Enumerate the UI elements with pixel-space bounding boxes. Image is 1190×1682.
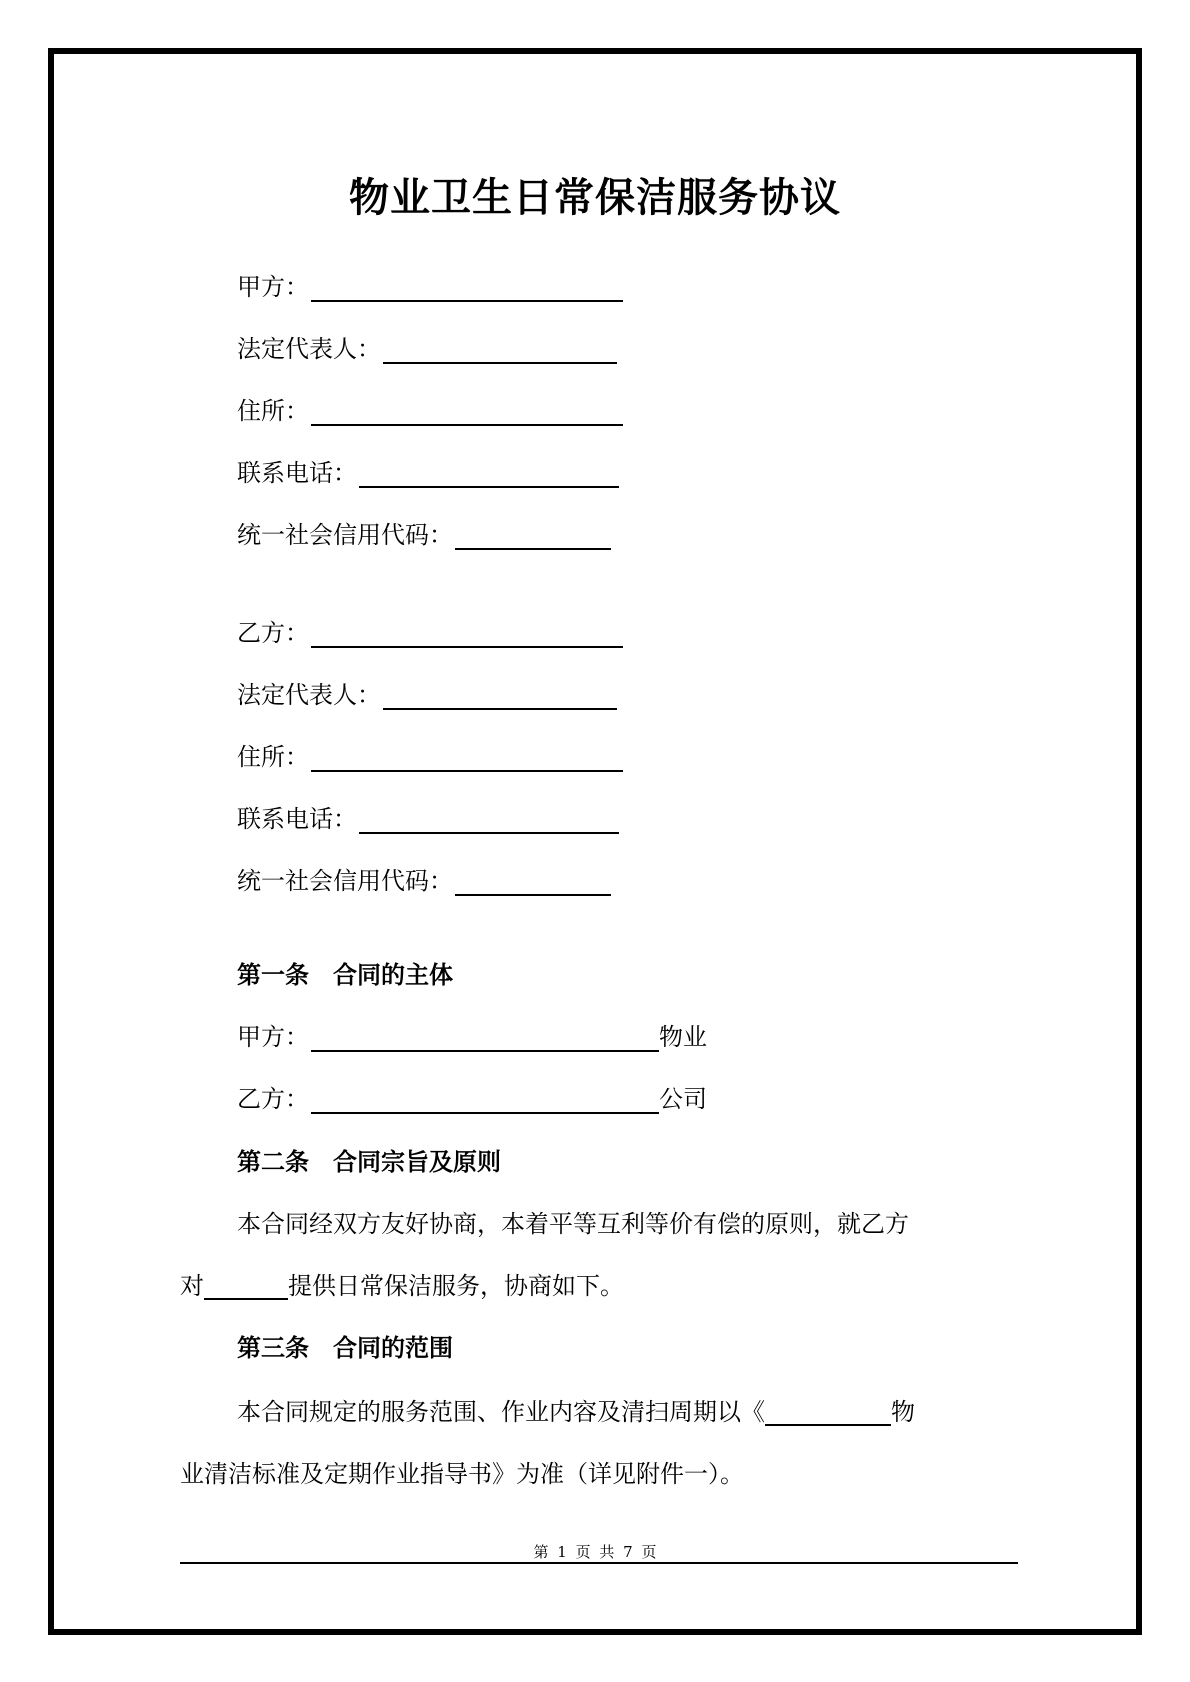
section-3-standard-blank[interactable] xyxy=(765,1400,891,1426)
field-label: 甲方： xyxy=(237,1023,309,1051)
paragraph-text: 业清洁标准及定期作业指导书》为准（详见附件一）。 xyxy=(180,1460,744,1488)
paragraph-text: 本合同规定的服务范围、作业内容及清扫周期以《 xyxy=(237,1398,765,1426)
party-a-phone-row xyxy=(237,456,619,490)
party-a-address-blank[interactable] xyxy=(311,400,623,426)
section-1-party-a-row xyxy=(237,1020,707,1054)
paragraph-text: 提供日常保洁服务，协商如下。 xyxy=(288,1272,624,1300)
field-label: 甲方： xyxy=(237,273,309,301)
party-a-credit-code-row xyxy=(237,518,611,552)
field-label: 住所： xyxy=(237,743,309,771)
field-suffix: 物业 xyxy=(659,1023,707,1051)
field-label: 法定代表人： xyxy=(237,681,381,709)
page-number: 第 1 页 共 7 页 xyxy=(533,1543,657,1561)
field-label: 住所： xyxy=(237,397,309,425)
section-1-heading: 第一条 合同的主体 xyxy=(237,961,453,989)
section-2-heading: 第二条 合同宗旨及原则 xyxy=(237,1148,501,1176)
field-label: 联系电话： xyxy=(237,459,357,487)
party-b-rep-row xyxy=(237,678,617,712)
paragraph-text: 对 xyxy=(180,1272,204,1300)
party-b-credit-code-blank[interactable] xyxy=(455,870,611,896)
party-b-rep-blank[interactable] xyxy=(383,684,617,710)
section-3-paragraph-line-2 xyxy=(180,1457,744,1491)
paragraph-text: 物 xyxy=(891,1398,915,1426)
section-2-paragraph-line-1 xyxy=(237,1207,909,1241)
party-b-address-blank[interactable] xyxy=(311,746,623,772)
party-a-rep-blank[interactable] xyxy=(383,338,617,364)
party-b-credit-code-row xyxy=(237,864,611,898)
field-label: 乙方： xyxy=(237,619,309,647)
section-3-paragraph-line-1 xyxy=(237,1395,915,1429)
party-a-phone-blank[interactable] xyxy=(359,462,619,488)
party-a-name-row xyxy=(237,270,623,304)
field-label: 联系电话： xyxy=(237,805,357,833)
section-2-recipient-blank[interactable] xyxy=(204,1274,288,1300)
section-2-paragraph-line-2 xyxy=(180,1269,624,1303)
party-a-rep-row xyxy=(237,332,617,366)
paragraph-text: 本合同经双方友好协商，本着平等互利等价有偿的原则，就乙方 xyxy=(237,1210,909,1238)
field-label: 乙方： xyxy=(237,1085,309,1113)
section-3-heading: 第三条 合同的范围 xyxy=(237,1334,453,1362)
party-b-address-row xyxy=(237,740,623,774)
field-label: 法定代表人： xyxy=(237,335,381,363)
party-b-name-row xyxy=(237,616,623,650)
field-suffix: 公司 xyxy=(659,1085,707,1113)
party-a-name-blank[interactable] xyxy=(311,276,623,302)
party-b-phone-row xyxy=(237,802,619,836)
field-label: 统一社会信用代码： xyxy=(237,867,453,895)
party-b-phone-blank[interactable] xyxy=(359,808,619,834)
party-a-credit-code-blank[interactable] xyxy=(455,524,611,550)
party-b-name-blank[interactable] xyxy=(311,622,623,648)
field-label: 统一社会信用代码： xyxy=(237,521,453,549)
document-title: 物业卫生日常保洁服务协议 xyxy=(349,175,841,221)
party-a-address-row xyxy=(237,394,623,428)
section-1-party-b-blank[interactable] xyxy=(311,1088,659,1114)
footer-divider xyxy=(180,1562,1018,1564)
section-1-party-a-blank[interactable] xyxy=(311,1026,659,1052)
section-1-party-b-row xyxy=(237,1082,707,1116)
